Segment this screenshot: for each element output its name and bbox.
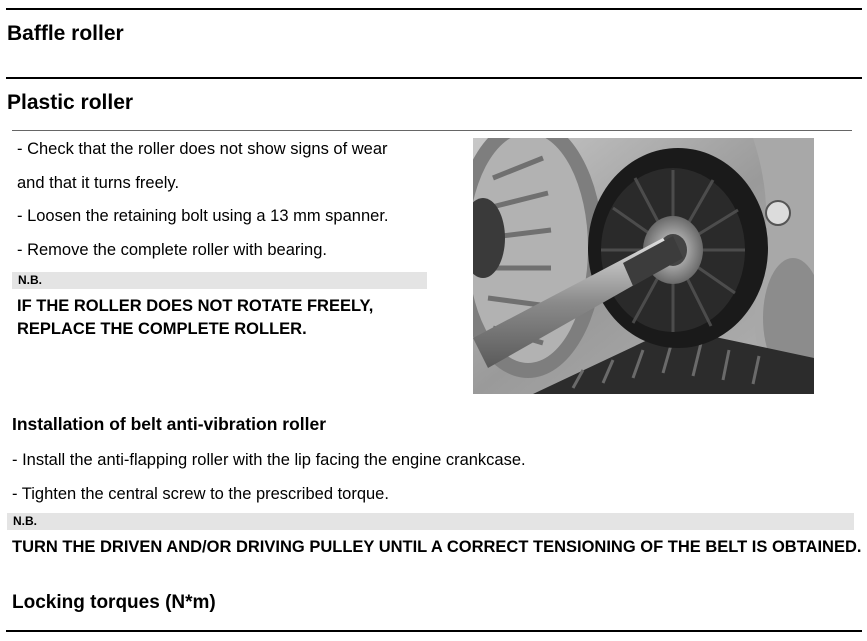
nb-label-installation: N.B. <box>7 513 854 530</box>
baffle-roller-title: Baffle roller <box>7 22 124 45</box>
plastic-warning-line-1: IF THE ROLLER DOES NOT ROTATE FREELY, <box>17 297 374 315</box>
locking-torques-title: Locking torques (N*m) <box>12 592 216 613</box>
plastic-roller-underline <box>12 130 852 131</box>
plastic-warning-line-2: REPLACE THE COMPLETE ROLLER. <box>17 320 307 338</box>
plastic-step-1-cont: and that it turns freely. <box>17 174 180 192</box>
roller-photo <box>473 138 814 394</box>
plastic-step-2: - Loosen the retaining bolt using a 13 mm spanner. <box>17 207 389 225</box>
installation-step-1: - Install the anti-flapping roller with the lip facing the engine crankcase. <box>12 451 526 469</box>
section-rule <box>6 77 862 79</box>
installation-warning: TURN THE DRIVEN AND/OR DRIVING PULLEY UNTIL A CORRECT TENSIONING OF THE BELT IS OBTAINED. <box>12 538 862 556</box>
plastic-step-3: - Remove the complete roller with bearing. <box>17 241 327 259</box>
installation-title: Installation of belt anti-vibration roller <box>12 414 327 434</box>
nb-label-plastic: N.B. <box>12 272 427 289</box>
plastic-step-1: - Check that the roller does not show signs of wear <box>17 140 388 158</box>
bottom-rule <box>6 630 862 632</box>
top-rule <box>6 8 862 10</box>
plastic-roller-title: Plastic roller <box>7 91 134 114</box>
installation-step-2: - Tighten the central screw to the prescribed torque. <box>12 485 389 503</box>
